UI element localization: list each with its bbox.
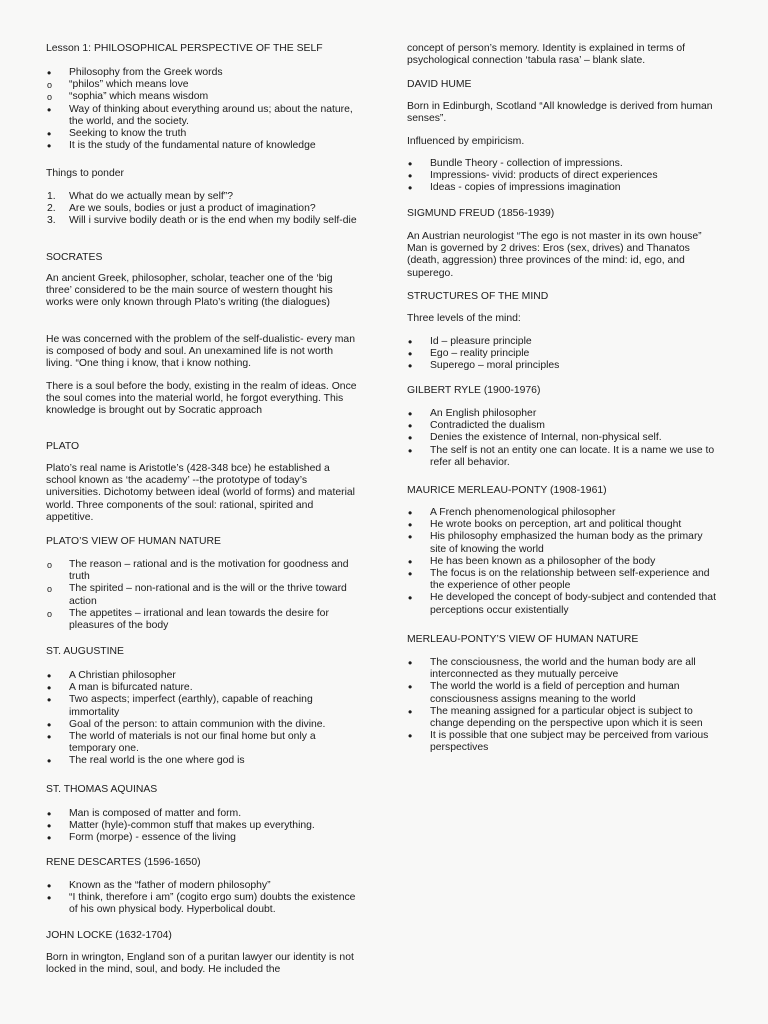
lesson-title: Lesson 1: PHILOSOPHICAL PERSPECTIVE OF THE SELF	[46, 43, 323, 54]
list-item: • The focus is on the relationship between self-experience and the experience of other people	[407, 568, 719, 592]
plato-view-heading: PLATO’S VIEW OF HUMAN NATURE	[46, 536, 221, 547]
list-item: 1. What do we actually mean by self”?	[46, 191, 358, 203]
list-item: • The meaning assigned for a particular object is subject to change depending on the perspective upon which it is seen	[407, 706, 719, 730]
list-item: o “philos” which means love	[46, 79, 358, 91]
list-item: o “sophia” which means wisdom	[46, 91, 358, 103]
merleau-ponty-view-list	[407, 657, 719, 755]
list-item: • Denies the existence of Internal, non-physical self.	[407, 432, 719, 444]
augustine-heading: ST. AUGUSTINE	[46, 646, 124, 657]
list-item: • Ideas - copies of impressions imagination	[407, 182, 719, 194]
merleau-ponty-heading: MAURICE MERLEAU-PONTY (1908-1961)	[407, 485, 607, 496]
intro-list	[46, 67, 358, 152]
list-item: • The consciousness, the world and the human body are all interconnected as they mutually perceive	[407, 657, 719, 681]
ryle-heading: GILBERT RYLE (1900-1976)	[407, 385, 541, 396]
locke-paragraph-continued: concept of person’s memory. Identity is explained in terms of psychological connection ‘tabula rasa’ – blank slate.	[407, 43, 685, 67]
locke-heading: JOHN LOCKE (1632-1704)	[46, 930, 172, 941]
aquinas-list	[46, 808, 358, 845]
list-item: o The reason – rational and is the motivation for goodness and truth	[46, 559, 358, 583]
structures-heading: STRUCTURES OF THE MIND	[407, 291, 549, 302]
aquinas-heading: ST. THOMAS AQUINAS	[46, 784, 158, 795]
list-item: • The world the world is a field of perception and human consciousness assigns meaning to the world	[407, 681, 719, 705]
list-item: • Two aspects; imperfect (earthly), capable of reaching immortality	[46, 694, 358, 718]
socrates-heading: SOCRATES	[46, 252, 103, 263]
list-item: • Ego – reality principle	[407, 348, 719, 360]
merleau-ponty-list	[407, 507, 719, 617]
freud-paragraph: An Austrian neurologist “The ego is not master in its own house” Man is governed by 2 drives: Eros (sex, drives) and Thanatos (death, aggression) three provinces of the mind: id, ego, and superego.	[407, 231, 702, 279]
list-item: • “I think, therefore i am” (cogito ergo sum) doubts the existence of his own physical body. Hyperbolical doubt.	[46, 892, 358, 916]
structures-paragraph: Three levels of the mind:	[407, 313, 521, 324]
list-item: • Superego – moral principles	[407, 360, 719, 372]
socrates-paragraph-2: He was concerned with the problem of the self-dualistic- every man is composed of body and soul. An unexamined life is not worth living. “One thing i know, that i know nothing.	[46, 334, 355, 370]
list-item: • Philosophy from the Greek words	[46, 67, 358, 79]
list-item: • The self is not an entity one can locate. It is a name we use to refer all behavior.	[407, 445, 719, 469]
freud-heading: SIGMUND FREUD (1856-1939)	[407, 208, 555, 219]
list-item: • He has been known as a philosopher of the body	[407, 556, 719, 568]
structures-list	[407, 336, 719, 373]
plato-view-list	[46, 559, 358, 632]
socrates-paragraph-1: An ancient Greek, philosopher, scholar, teacher one of the ‘big three’ considered to be the main source of western thought his works were only known through Plato’s writing (the dialogues)	[46, 273, 333, 309]
list-item: • A French phenomenological philosopher	[407, 507, 719, 519]
socrates-paragraph-3: There is a soul before the body, existing in the realm of ideas. Once the soul comes into the material world, he forgot everything. This knowledge is brought out by Socratic approach	[46, 381, 357, 417]
list-item: • Bundle Theory - collection of impressions.	[407, 158, 719, 170]
list-item: • Goal of the person: to attain communion with the divine.	[46, 719, 358, 731]
list-item: • It is possible that one subject may be perceived from various perspectives	[407, 730, 719, 754]
list-item: • The world of materials is not our final home but only a temporary one.	[46, 731, 358, 755]
list-item: 2. Are we souls, bodies or just a product of imagination?	[46, 203, 358, 215]
ryle-list	[407, 408, 719, 469]
list-item: • Seeking to know the truth	[46, 128, 358, 140]
list-item: • Id – pleasure principle	[407, 336, 719, 348]
list-item: • Contradicted the dualism	[407, 420, 719, 432]
list-item: • Known as the “father of modern philosophy”	[46, 880, 358, 892]
descartes-heading: RENE DESCARTES (1596-1650)	[46, 857, 201, 868]
plato-paragraph: Plato’s real name is Aristotle’s (428-348 bce) he established a school known as ‘the academy’ --the prototype of today’s universities. Dichotomy between ideal (world of forms) and material world. Three components of the soul: rational, spirited and appetitive.	[46, 463, 355, 523]
ponder-list	[46, 191, 358, 228]
list-item: • His philosophy emphasized the human body as the primary site of knowing the world	[407, 531, 719, 555]
list-item: • Man is composed of matter and form.	[46, 808, 358, 820]
list-item: • Impressions- vivid: products of direct experiences	[407, 170, 719, 182]
list-item: • A man is bifurcated nature.	[46, 682, 358, 694]
list-item: • Form (morpe) - essence of the living	[46, 832, 358, 844]
locke-paragraph: Born in wrington, England son of a puritan lawyer our identity is not locked in the mind, soul, and body. He included the	[46, 952, 354, 976]
augustine-list	[46, 670, 358, 768]
list-item: 3. Will i survive bodily death or is the end when my bodily self-die	[46, 215, 358, 227]
list-item: • The real world is the one where god is	[46, 755, 358, 767]
hume-paragraph-2: Influenced by empiricism.	[407, 136, 525, 147]
list-item: o The spirited – non-rational and is the will or the thrive toward action	[46, 583, 358, 607]
descartes-list	[46, 880, 358, 917]
list-item: • Way of thinking about everything around us; about the nature, the world, and the society.	[46, 104, 358, 128]
ponder-heading: Things to ponder	[46, 168, 124, 179]
list-item: o The appetites – irrational and lean towards the desire for pleasures of the body	[46, 608, 358, 632]
merleau-ponty-view-heading: MERLEAU-PONTY’S VIEW OF HUMAN NATURE	[407, 634, 639, 645]
list-item: • Matter (hyle)-common stuff that makes up everything.	[46, 820, 358, 832]
list-item: • An English philosopher	[407, 408, 719, 420]
hume-paragraph-1: Born in Edinburgh, Scotland “All knowledge is derived from human senses”.	[407, 101, 713, 125]
list-item: • He wrote books on perception, art and political thought	[407, 519, 719, 531]
list-item: • He developed the concept of body-subject and contended that perceptions occur existentially	[407, 592, 719, 616]
hume-heading: DAVID HUME	[407, 79, 472, 90]
list-item: • It is the study of the fundamental nature of knowledge	[46, 140, 358, 152]
list-item: • A Christian philosopher	[46, 670, 358, 682]
hume-list	[407, 158, 719, 195]
plato-heading: PLATO	[46, 441, 80, 452]
